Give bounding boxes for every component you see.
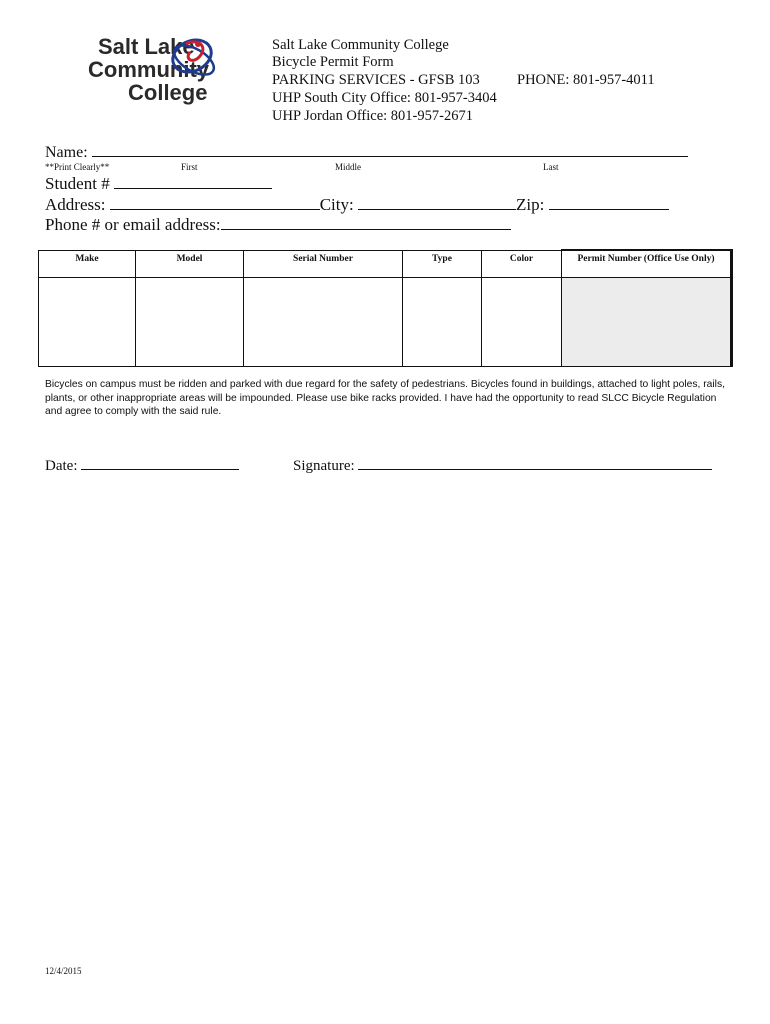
city-label: City:	[319, 195, 354, 214]
table-header-row	[39, 250, 732, 278]
date-field	[45, 455, 239, 475]
contact-field	[45, 215, 511, 235]
regulation-notice: Bicycles on campus must be ridden and parked with due regard for the safety of pedestrians. Bicycles found in buildings, attached to light poles, rails, plants, or other inappropriate areas will be impounded. Please use bike racks provided. I have had the opportunity to read SLCC Bicycle Regulation and agree to comply with the said rule.	[45, 379, 725, 417]
column-header-serial-number: Serial Number	[244, 250, 403, 278]
student-number-field	[45, 174, 272, 194]
college-name: Salt Lake Community College	[272, 37, 449, 53]
permit-number-cell	[562, 278, 732, 367]
serial-number-cell[interactable]	[244, 278, 403, 367]
date-label: Date:	[45, 458, 78, 474]
logo-line1: Salt Lake	[98, 34, 195, 59]
signature-label: Signature:	[293, 458, 355, 474]
form-title: Bicycle Permit Form	[272, 54, 394, 70]
type-cell[interactable]	[403, 278, 482, 367]
parking-services: PARKING SERVICES - GFSB 103	[272, 72, 480, 88]
column-header-make: Make	[39, 250, 136, 278]
name-field	[45, 142, 688, 162]
zip-input-line[interactable]	[549, 195, 669, 210]
logo-line2: Community	[88, 57, 209, 82]
signature-input-line[interactable]	[358, 455, 712, 470]
address-row	[45, 195, 669, 215]
model-cell[interactable]	[136, 278, 244, 367]
jordan-office: UHP Jordan Office: 801-957-2671	[272, 108, 473, 124]
date-input-line[interactable]	[81, 455, 239, 470]
phone-number: PHONE: 801-957-4011	[517, 72, 655, 88]
contact-input-line[interactable]	[221, 215, 511, 230]
city-input-line[interactable]	[358, 195, 516, 210]
student-number-label: Student #	[45, 174, 110, 193]
student-number-input-line[interactable]	[114, 174, 272, 189]
south-city-office: UHP South City Office: 801-957-3404	[272, 90, 497, 106]
first-name-hint: First	[181, 162, 198, 172]
column-header-color: Color	[482, 250, 562, 278]
signature-field	[293, 455, 712, 475]
print-clearly-hint: **Print Clearly**	[45, 162, 110, 172]
table-row	[39, 278, 732, 367]
column-header-model: Model	[136, 250, 244, 278]
zip-label: Zip:	[515, 195, 545, 214]
last-name-hint: Last	[543, 162, 559, 172]
column-header-type: Type	[403, 250, 482, 278]
address-label: Address:	[45, 195, 106, 214]
name-label: Name:	[45, 144, 88, 161]
column-header-permit-number: Permit Number (Office Use Only)	[562, 250, 732, 278]
middle-name-hint: Middle	[335, 162, 361, 172]
slcc-logo	[86, 30, 221, 108]
name-input-line[interactable]	[92, 142, 688, 157]
revision-date: 12/4/2015	[45, 966, 82, 976]
contact-label: Phone # or email address:	[45, 215, 221, 234]
address-input-line[interactable]	[110, 195, 320, 210]
logo-line3: College	[128, 80, 208, 105]
color-cell[interactable]	[482, 278, 562, 367]
make-cell[interactable]	[39, 278, 136, 367]
bicycle-info-table	[38, 249, 733, 367]
